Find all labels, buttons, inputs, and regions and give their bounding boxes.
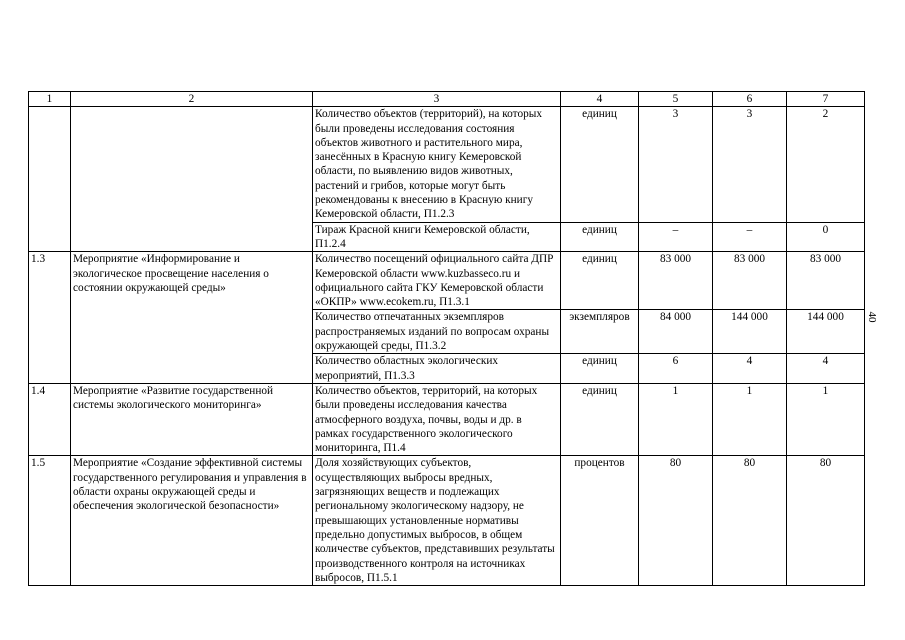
value-cell: 144 000	[787, 310, 865, 354]
value-cell: 80	[713, 456, 787, 586]
header-cell-7: 7	[787, 92, 865, 107]
page-number: 40	[866, 311, 878, 323]
value-cell: 1	[787, 383, 865, 455]
value-cell: 3	[639, 107, 713, 222]
indicator-name-cell: Доля хозяйствующих субъектов, осуществляющих выбросы вредных, загрязняющих веществ и подлежащих региональному экологическому надзору, не превышающих установленные нормативы предельно допустимых выбросов, в общем количестве субъектов, представивших результаты производственного контроля на источниках выбросов, П1.5.1	[313, 456, 561, 586]
value-cell: –	[713, 222, 787, 252]
value-cell: 1	[713, 383, 787, 455]
value-cell: 0	[787, 222, 865, 252]
unit-cell: экземпляров	[561, 310, 639, 354]
value-cell: 83 000	[713, 252, 787, 310]
header-cell-5: 5	[639, 92, 713, 107]
value-cell: 83 000	[639, 252, 713, 310]
value-cell: 4	[713, 354, 787, 384]
table-row	[29, 456, 865, 586]
event-name-cell: Мероприятие «Создание эффективной системы государственного регулирования и управления в области охраны окружающей среды и обеспечения экологической безопасности»	[71, 456, 313, 586]
value-cell: 1	[639, 383, 713, 455]
unit-cell: единиц	[561, 252, 639, 310]
value-cell: –	[639, 222, 713, 252]
header-cell-3: 3	[313, 92, 561, 107]
table-row	[29, 107, 865, 222]
item-number-cell: 1.4	[29, 383, 71, 455]
header-cell-1: 1	[29, 92, 71, 107]
value-cell: 80	[787, 456, 865, 586]
value-cell: 83 000	[787, 252, 865, 310]
item-number-cell: 1.3	[29, 252, 71, 384]
value-cell: 4	[787, 354, 865, 384]
event-name-cell: Мероприятие «Информирование и экологическое просвещение населения о состоянии окружающей среды»	[71, 252, 313, 384]
indicators-table	[28, 91, 865, 586]
value-cell: 6	[639, 354, 713, 384]
header-cell-2: 2	[71, 92, 313, 107]
header-row	[29, 92, 865, 107]
table-row	[29, 383, 865, 455]
value-cell: 144 000	[713, 310, 787, 354]
value-cell: 80	[639, 456, 713, 586]
indicator-name-cell: Количество объектов, территорий, на которых были проведены исследования качества атмосферного воздуха, почвы, воды и др. в рамках государственного экологического мониторинга, П1.4	[313, 383, 561, 455]
event-name-cell	[71, 107, 313, 252]
event-name-cell: Мероприятие «Развитие государственной системы экологического мониторинга»	[71, 383, 313, 455]
table-row	[29, 252, 865, 310]
unit-cell: единиц	[561, 107, 639, 222]
indicator-name-cell: Тираж Красной книги Кемеровской области, П1.2.4	[313, 222, 561, 252]
unit-cell: процентов	[561, 456, 639, 586]
indicator-name-cell: Количество областных экологических мероприятий, П1.3.3	[313, 354, 561, 384]
item-number-cell: 1.5	[29, 456, 71, 586]
unit-cell: единиц	[561, 222, 639, 252]
header-cell-4: 4	[561, 92, 639, 107]
unit-cell: единиц	[561, 383, 639, 455]
indicator-name-cell: Количество посещений официального сайта ДПР Кемеровской области www.kuzbasseco.ru и официального сайта ГКУ Кемеровской области «ОКПР» www.ecokem.ru, П1.3.1	[313, 252, 561, 310]
value-cell: 2	[787, 107, 865, 222]
indicator-name-cell: Количество объектов (территорий), на которых были проведены исследования состояния объектов животного и растительного мира, занесённых в Красную книгу Кемеровской области, по выявлению видов животных, растений и грибов, которые могут быть рекомендованы к внесению в Красную книгу Кемеровской области, П1.2.3	[313, 107, 561, 222]
indicator-name-cell: Количество отпечатанных экземпляров распространяемых изданий по вопросам охраны окружающей среды, П1.3.2	[313, 310, 561, 354]
unit-cell: единиц	[561, 354, 639, 384]
header-cell-6: 6	[713, 92, 787, 107]
value-cell: 3	[713, 107, 787, 222]
value-cell: 84 000	[639, 310, 713, 354]
item-number-cell	[29, 107, 71, 252]
